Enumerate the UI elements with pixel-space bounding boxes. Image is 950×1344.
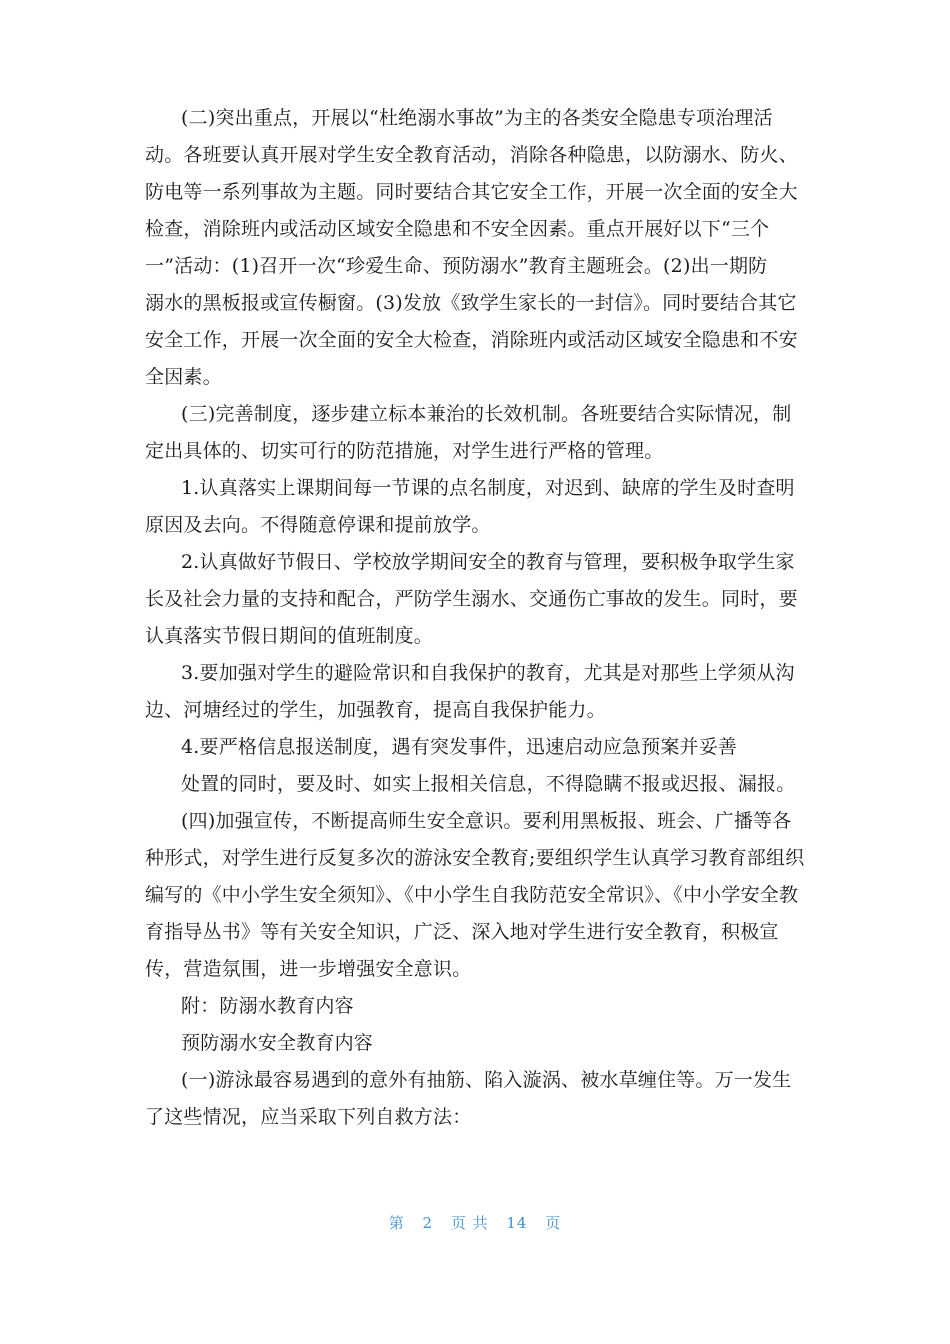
paragraph-line: 长及社会力量的支持和配合，严防学生溺水、交通伤亡事故的发生。同时，要 xyxy=(145,588,798,610)
paragraph-line: (二)突出重点，开展以“杜绝溺水事故”为主的各类安全隐患专项治理活 xyxy=(181,107,773,129)
paragraph-line: 了这些情况，应当采取下列自救方法： xyxy=(145,1106,472,1128)
paragraph-line: 动。各班要认真开展对学生安全教育活动，消除各种隐患，以防溺水、防火、 xyxy=(145,144,798,166)
paragraph-line: 3.要加强对学生的避险常识和自我保护的教育，尤其是对那些上学须从沟 xyxy=(181,662,795,684)
total-page-count: 14 xyxy=(506,1214,528,1232)
paragraph-line: 检查，消除班内或活动区域安全隐患和不安全因素。重点开展好以下“三个 xyxy=(145,218,770,240)
paragraph-line: 溺水的黑板报或宣传橱窗。(3)发放《致学生家长的一封信》。同时要结合其它 xyxy=(145,292,797,314)
paragraph-line: 2.认真做好节假日、学校放学期间安全的教育与管理，要积极争取学生家 xyxy=(181,551,795,573)
paragraph-line: 4.要严格信息报送制度，遇有突发事件，迅速启动应急预案并妥善 xyxy=(181,736,738,758)
paragraph-line: 边、河塘经过的学生，加强教育，提高自我保护能力。 xyxy=(145,699,606,721)
paragraph-line: 处置的同时，要及时、如实上报相关信息，不得隐瞒不报或迟报、漏报。 xyxy=(181,773,796,795)
paragraph-line: 一”活动：(1)召开一次“珍爱生命、预防溺水”教育主题班会。(2)出一期防 xyxy=(145,255,768,277)
footer-suffix: 页 xyxy=(545,1214,562,1232)
paragraph-line: 编写的《中小学生安全须知》、《中小学生自我防范安全常识》、《中小学安全教 xyxy=(145,884,799,906)
paragraph-line: (三)完善制度，逐步建立标本兼治的长效机制。各班要结合实际情况，制 xyxy=(181,403,792,425)
paragraph-line: 种形式，对学生进行反复多次的游泳安全教育;要组织学生认真学习教育部组织 xyxy=(145,847,805,869)
footer-prefix: 第 xyxy=(388,1214,405,1232)
footer-middle: 页 共 xyxy=(450,1214,489,1232)
paragraph-line: 原因及去向。不得随意停课和提前放学。 xyxy=(145,514,491,536)
paragraph-line: (四)加强宣传，不断提高师生安全意识。要利用黑板报、班会、广播等各 xyxy=(181,810,792,832)
paragraph-line: 传，营造氛围，进一步增强安全意识。 xyxy=(145,958,472,980)
paragraph-line: 定出具体的、切实可行的防范措施，对学生进行严格的管理。 xyxy=(145,440,664,462)
appendix-heading: 附：防溺水教育内容 xyxy=(181,995,354,1017)
paragraph-line: 全因素。 xyxy=(145,366,222,388)
document-body xyxy=(145,100,810,1136)
paragraph-line: 1.认真落实上课期间每一节课的点名制度，对迟到、缺席的学生及时查明 xyxy=(181,477,795,499)
paragraph-line: 育指导丛书》等有关安全知识，广泛、深入地对学生进行安全教育，积极宣 xyxy=(145,921,779,943)
page-footer xyxy=(0,1212,950,1233)
paragraph-line: 认真落实节假日期间的值班制度。 xyxy=(145,625,434,647)
paragraph-line: (一)游泳最容易遇到的意外有抽筋、陷入漩涡、被水草缠住等。万一发生 xyxy=(181,1069,792,1091)
section-heading: 预防溺水安全教育内容 xyxy=(181,1032,374,1054)
paragraph-line: 防电等一系列事故为主题。同时要结合其它安全工作，开展一次全面的安全大 xyxy=(145,181,798,203)
current-page-number: 2 xyxy=(422,1214,434,1232)
paragraph-line: 安全工作，开展一次全面的安全大检查，消除班内或活动区域安全隐患和不安 xyxy=(145,329,798,351)
